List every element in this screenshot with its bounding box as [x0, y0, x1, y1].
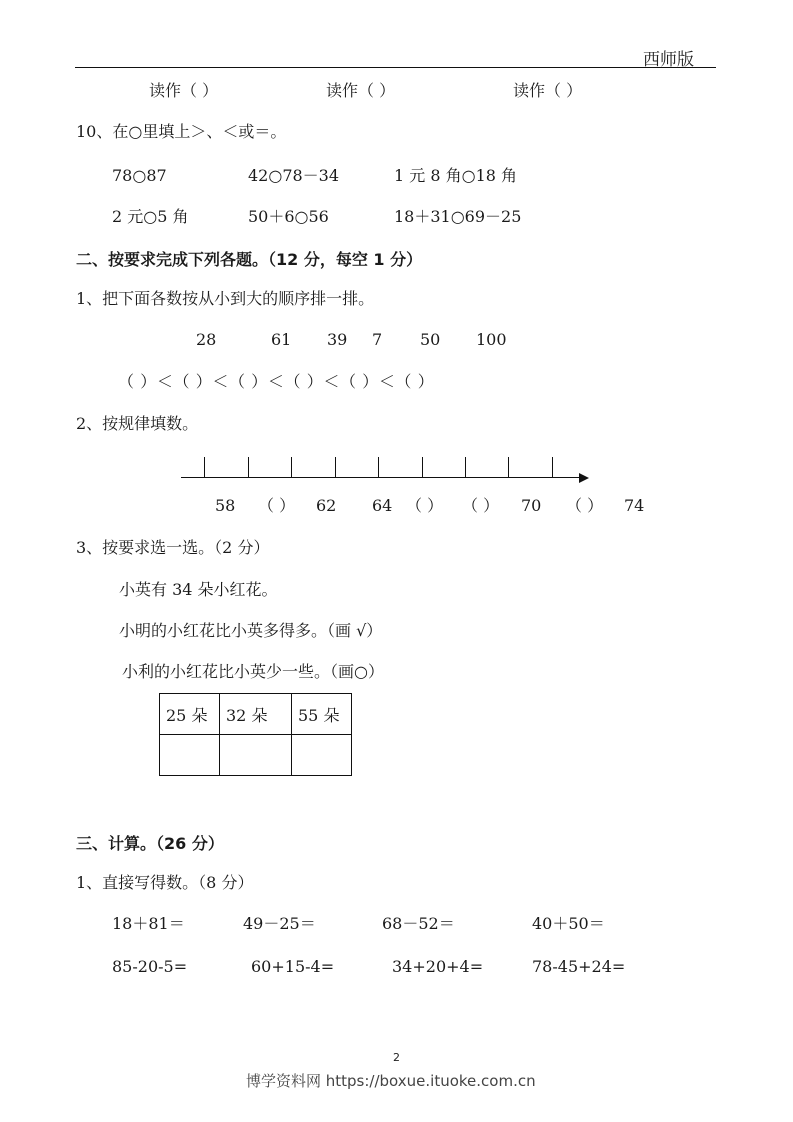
section-3-heading: 三、计算。（26 分）: [76, 834, 224, 853]
number-item: 28: [196, 330, 217, 349]
section-2-heading: 二、按要求完成下列各题。（12 分，每空 1 分）: [76, 250, 423, 269]
compare-item: 50＋6○56: [248, 207, 329, 226]
q3-statement-1: 小英有 34 朵小红花。: [119, 580, 278, 599]
calc-item: 68－52＝: [382, 914, 455, 933]
s2-question-3-title: 3、按要求选一选。（2 分）: [76, 538, 270, 557]
option-cell: 55 朵: [292, 694, 352, 735]
number-line-tick: [508, 457, 509, 478]
number-line-label: 58: [215, 496, 236, 515]
calc-item: 18＋81＝: [112, 914, 185, 933]
compare-item: 78○87: [112, 166, 167, 185]
compare-item: 42○78－34: [248, 166, 340, 185]
number-line-tick: [335, 457, 336, 478]
number-line-label: 74: [624, 496, 645, 515]
calc-item: 34+20+4=: [392, 957, 484, 976]
number-line-label: （ ）: [406, 496, 444, 515]
read-as-blank-2: 读作（ ）: [326, 81, 396, 100]
header-divider: [75, 67, 716, 68]
number-line-tick: [552, 457, 553, 478]
source-watermark: 博学资料网 https://boxue.ituoke.com.cn: [246, 1072, 536, 1090]
s2-question-1-title: 1、把下面各数按从小到大的顺序排一排。: [76, 289, 375, 308]
number-line-tick: [422, 457, 423, 478]
q3-statement-3: 小利的小红花比小英少一些。（画○）: [122, 662, 384, 681]
number-line-label: 62: [316, 496, 337, 515]
number-item: 39: [327, 330, 348, 349]
answer-cell[interactable]: [220, 735, 292, 776]
number-line-label: 70: [521, 496, 542, 515]
number-line-tick: [248, 457, 249, 478]
answer-cell[interactable]: [292, 735, 352, 776]
calc-item: 85-20-5=: [112, 957, 188, 976]
calc-item: 49－25＝: [243, 914, 316, 933]
number-line-label: （ ）: [258, 496, 296, 515]
number-line: [181, 477, 581, 478]
s3-question-1-title: 1、直接写得数。（8 分）: [76, 873, 254, 892]
number-line-label: （ ）: [566, 496, 604, 515]
number-line-tick: [291, 457, 292, 478]
number-line-tick: [204, 457, 205, 478]
compare-item: 2 元○5 角: [112, 207, 189, 226]
edition-label: 西师版: [643, 50, 694, 70]
calc-item: 78-45+24=: [532, 957, 626, 976]
number-item: 7: [372, 330, 383, 349]
calc-item: 40＋50＝: [532, 914, 605, 933]
arrow-right-icon: [579, 473, 589, 483]
number-line-tick: [465, 457, 466, 478]
compare-item: 18＋31○69－25: [394, 207, 522, 226]
compare-item: 1 元 8 角○18 角: [394, 166, 518, 185]
answer-cell[interactable]: [160, 735, 220, 776]
number-line-tick: [378, 457, 379, 478]
order-blanks-row: （ ）＜（ ）＜（ ）＜（ ）＜（ ）＜（ ）: [118, 372, 435, 391]
choice-table: [159, 693, 352, 776]
page-number: 2: [393, 1051, 400, 1064]
s2-question-2-title: 2、按规律填数。: [76, 414, 199, 433]
read-as-blank-1: 读作（ ）: [149, 81, 219, 100]
number-item: 100: [476, 330, 507, 349]
q3-statement-2: 小明的小红花比小英多得多。（画 √）: [119, 621, 383, 640]
option-cell: 32 朵: [220, 694, 292, 735]
number-item: 61: [271, 330, 292, 349]
number-line-label: （ ）: [462, 496, 500, 515]
option-cell: 25 朵: [160, 694, 220, 735]
read-as-blank-3: 读作（ ）: [513, 81, 583, 100]
number-line-label: 64: [372, 496, 393, 515]
calc-item: 60+15-4=: [251, 957, 335, 976]
number-item: 50: [420, 330, 441, 349]
question-10-title: 10、在○里填上＞、＜或＝。: [76, 122, 287, 141]
